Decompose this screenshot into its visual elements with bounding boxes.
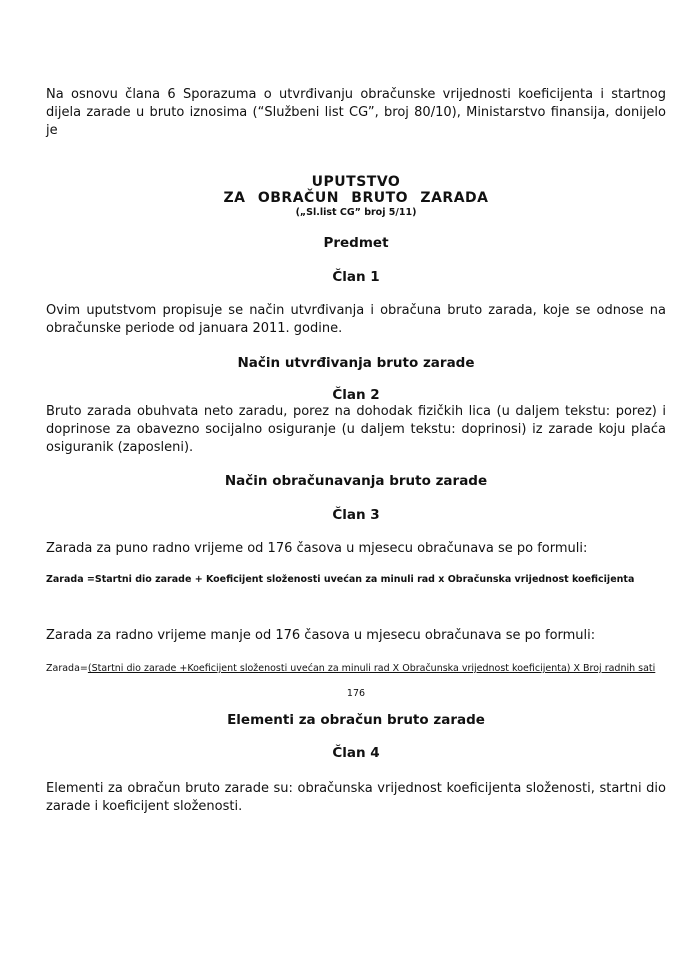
formula-part-time-denominator: 176 — [346, 688, 366, 699]
formula-part-time — [46, 663, 666, 675]
clan-4-text: Elementi za obračun bruto zarade su: obračunska vrijednost koeficijenta složenosti, startni dio zarade i koeficijent složenosti. — [46, 781, 666, 814]
predmet-heading: Predmet — [323, 235, 389, 251]
clan-3-heading: Član 3 — [332, 507, 380, 523]
section-3-heading: Način obračunavanja bruto zarade — [224, 473, 488, 489]
clan-4-heading: Član 4 — [332, 745, 380, 761]
clan-2-text: Bruto zarada obuhvata neto zaradu, porez na dohodak fizičkih lica (u daljem tekstu: porez) i doprinose za obavezno socijalno osiguranje (u daljem tekstu: doprinosi) iz zarade koju plaća osiguranik (zaposleni). — [46, 404, 666, 455]
gazette-reference: („Sl.list CG” broj 5/11) — [295, 207, 417, 218]
clan-3-text-1: Zarada za puno radno vrijeme od 176 časova u mjesecu obračunava se po formuli: — [46, 541, 588, 556]
clan-1-text: Ovim uputstvom propisuje se način utvrđivanja i obračuna bruto zarada, koje se odnose na obračunske periode od januara 2011. godine. — [46, 303, 666, 336]
intro-paragraph: Na osnovu člana 6 Sporazuma o utvrđivanju obračunske vrijednosti koeficijenta i startnog dijela zarade u bruto iznosima (“Službeni list CG”, broj 80/10), Ministarstvo finansija, donijelo je — [46, 87, 666, 138]
formula-part-time-prefix: Zarada= — [46, 663, 88, 674]
formula-full-time: Zarada =Startni dio zarade + Koeficijent složenosti uvećan za minuli rad x Obračunska vrijednost koeficijenta — [46, 574, 635, 585]
section-2-heading: Način utvrđivanja bruto zarade — [237, 355, 475, 371]
document-subtitle: ZA OBRAČUN BRUTO ZARADA — [223, 190, 489, 206]
document-title: UPUTSTVO — [311, 174, 401, 190]
formula-part-time-numerator: (Startni dio zarade +Koeficijent složenosti uvećan za minuli rad X Obračunska vrijednost koeficijenta) X Broj radnih sati — [87, 663, 656, 674]
clan-3-text-2: Zarada za radno vrijeme manje od 176 časova u mjesecu obračunava se po formuli: — [46, 628, 596, 643]
clan-1-heading: Član 1 — [332, 269, 380, 285]
section-4-heading: Elementi za obračun bruto zarade — [227, 712, 485, 728]
clan-2-heading: Član 2 — [332, 387, 380, 403]
